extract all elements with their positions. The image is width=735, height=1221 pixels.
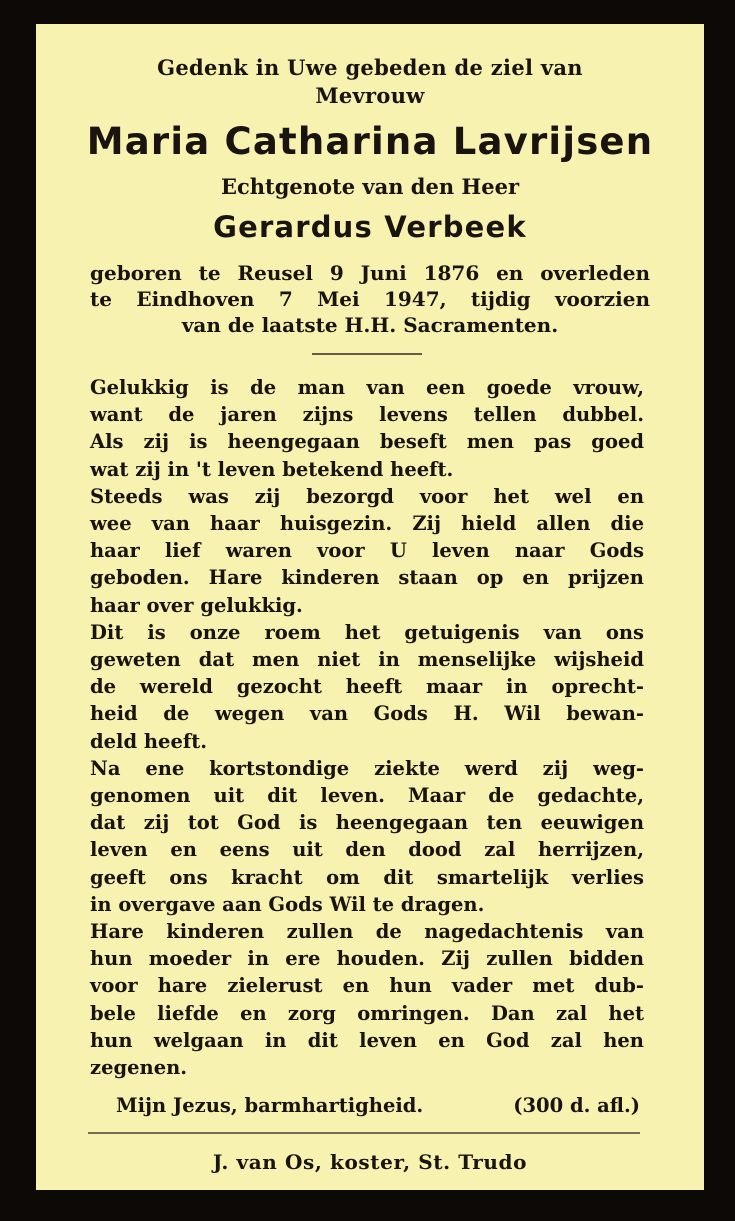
text-line: leven en eens uit den dood zal herrijzen, [90,838,644,862]
divider-long [88,1132,640,1134]
text-line: in overgave aan Gods Wil te dragen. [90,892,485,916]
text-line: Steeds was zij bezorgd voor het wel en [90,484,644,508]
text-line: wee van haar huisgezin. Zij hield allen die [90,512,644,536]
memorial-card [36,24,704,1190]
indulgence-text: (300 d. afl.) [513,1094,640,1117]
divider-short [312,353,422,355]
text-line: Hare kinderen zullen de nagedachtenis van [90,920,644,944]
text-line: zegenen. [90,1056,188,1080]
life-dates [90,260,650,338]
text-line: haar over gelukkig. [90,593,303,617]
honorific: Mevrouw [315,83,425,108]
text-line: want de jaren zijns levens tellen dubbel. [90,403,644,427]
life-dates-line: geboren te Reusel 9 Juni 1876 en overleden [90,261,650,285]
intro-line: Gedenk in Uwe gebeden de ziel van [157,55,583,80]
text-line: deld heeft. [90,729,208,753]
memorial-text [90,374,644,1081]
text-line: hun moeder in ere houden. Zij zullen bidden [90,947,644,971]
intro-text [36,54,704,110]
text-line: heid de wegen van Gods H. Wil bewan- [90,702,644,726]
text-line: Na ene kortstondige ziekte werd zij weg- [90,756,644,780]
prayer-text: Mijn Jezus, barmhartigheid. [116,1094,424,1117]
text-line: Als zij is heengegaan beseft men pas goed [90,430,644,454]
text-line: dat zij tot God is heengegaan ten eeuwigen [90,811,644,835]
text-line: Dit is onze roem het getuigenis van ons [90,620,644,644]
text-line: geboden. Hare kinderen staan op en prijzen [90,566,644,590]
spouse-name: Gerardus Verbeek [213,210,527,244]
text-line: genomen uit dit leven. Maar de gedachte, [90,784,644,808]
text-line: de wereld gezocht heeft maar in oprecht- [90,675,644,699]
text-line: Gelukkig is de man van een goede vrouw, [90,376,644,399]
text-line: hun welgaan in dit leven en God zal hen [90,1028,644,1052]
life-dates-line: van de laatste H.H. Sacramenten. [181,313,559,337]
text-line: wat zij in 't leven betekend heeft. [90,457,454,481]
text-line: bele liefde en zorg omringen. Dan zal het [90,1001,644,1025]
text-line: voor hare zielerust en hun vader met dub- [90,974,644,998]
prayer-line [116,1094,640,1117]
spouse-intro: Echtgenote van den Heer [220,174,520,199]
deceased-name: Maria Catharina Lavrijsen [86,120,654,163]
printer-credit: J. van Os, koster, St. Trudo [212,1150,528,1174]
text-line: geeft ons kracht om dit smartelijk verlies [90,865,644,889]
text-line: haar lief waren voor U leven naar Gods [90,539,644,563]
text-line: geweten dat men niet in menselijke wijsheid [90,648,644,672]
life-dates-line: te Eindhoven 7 Mei 1947, tijdig voorzien [90,287,650,311]
